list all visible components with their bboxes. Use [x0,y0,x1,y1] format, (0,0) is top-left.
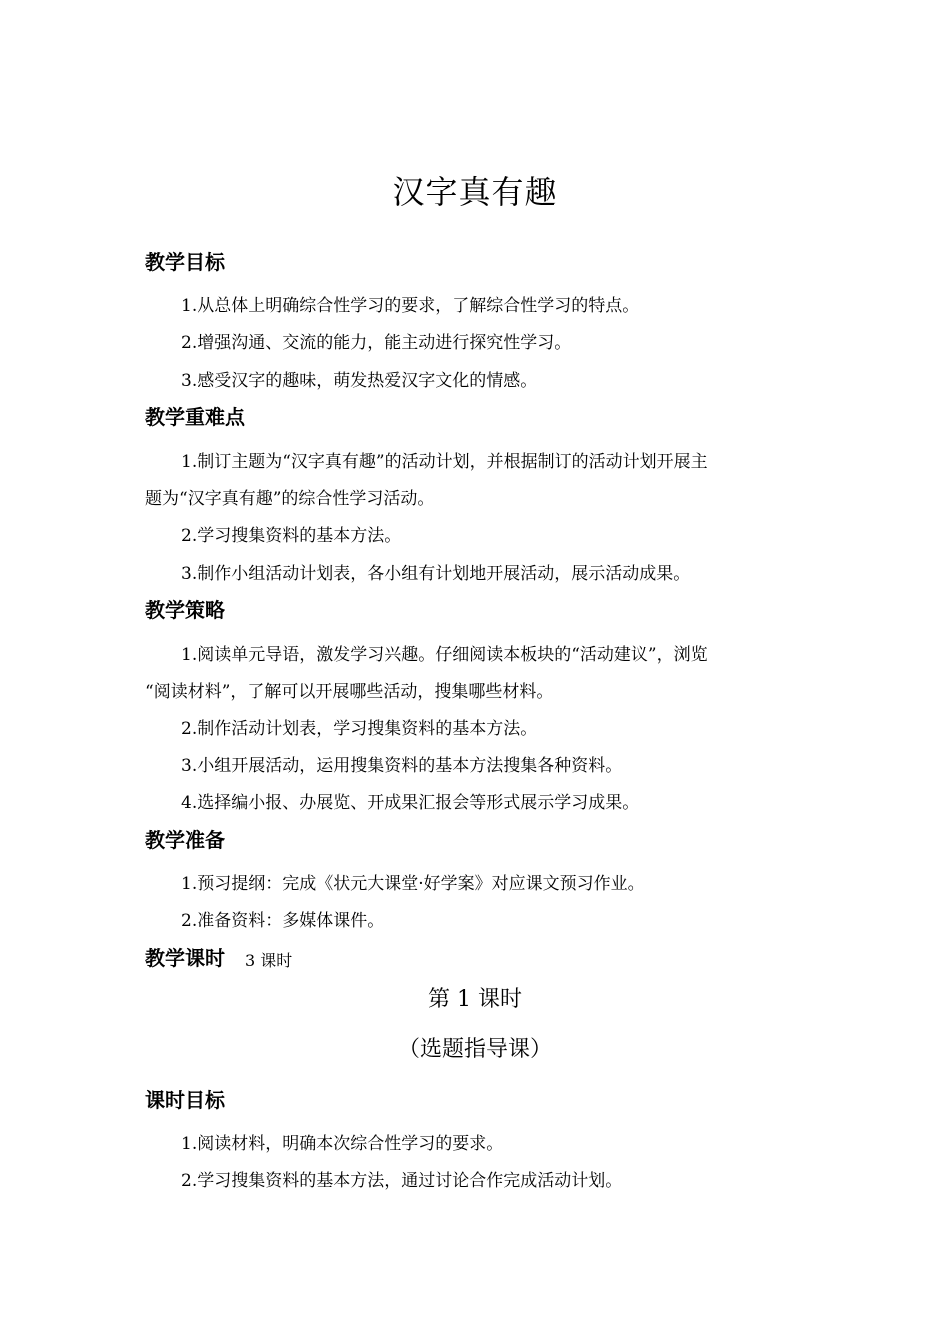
heading-lesson-objectives: 课时目标 [145,1088,225,1112]
lesson-objective-item: 1.阅读材料，明确本次综合性学习的要求。 [181,1134,504,1154]
keypoint-item: 题为“汉字真有趣”的综合性学习活动。 [145,489,435,509]
lesson-subtitle: （选题指导课） [397,1037,552,1062]
strategy-item: 2.制作活动计划表，学习搜集资料的基本方法。 [181,719,538,739]
strategy-item: 1.阅读单元导语，激发学习兴趣。仔细阅读本板块的“活动建议”，浏览 [181,645,708,665]
heading-periods-label: 教学课时 [145,946,225,970]
strategy-item: 4.选择编小报、办展览、开成果汇报会等形式展示学习成果。 [181,793,640,813]
lesson-objective-item: 2.学习搜集资料的基本方法，通过讨论合作完成活动计划。 [181,1171,623,1191]
preparation-item: 1.预习提纲：完成《状元大课堂·好学案》对应课文预习作业。 [181,874,645,894]
heading-strategy: 教学策略 [145,598,225,622]
strategy-item: 3.小组开展活动，运用搜集资料的基本方法搜集各种资料。 [181,756,623,776]
document-title: 汉字真有趣 [392,173,558,211]
goal-item: 3.感受汉字的趣味，萌发热爱汉字文化的情感。 [181,371,538,391]
heading-preparation: 教学准备 [145,828,225,852]
goal-item: 2.增强沟通、交流的能力，能主动进行探究性学习。 [181,333,572,353]
keypoint-item: 3.制作小组活动计划表，各小组有计划地开展活动，展示活动成果。 [181,564,691,584]
periods-value: 3 课时 [245,951,293,970]
keypoint-item: 1.制订主题为“汉字真有趣”的活动计划，并根据制订的活动计划开展主 [181,452,708,472]
keypoint-item: 2.学习搜集资料的基本方法。 [181,526,402,546]
heading-keypoints: 教学重难点 [145,405,245,429]
goal-item: 1.从总体上明确综合性学习的要求，了解综合性学习的特点。 [181,296,640,316]
lesson-title: 第 1 课时 [428,987,522,1012]
heading-goals: 教学目标 [145,250,225,274]
strategy-item: “阅读材料”，了解可以开展哪些活动，搜集哪些材料。 [145,682,554,702]
preparation-item: 2.准备资料：多媒体课件。 [181,911,385,931]
heading-periods [145,943,292,975]
